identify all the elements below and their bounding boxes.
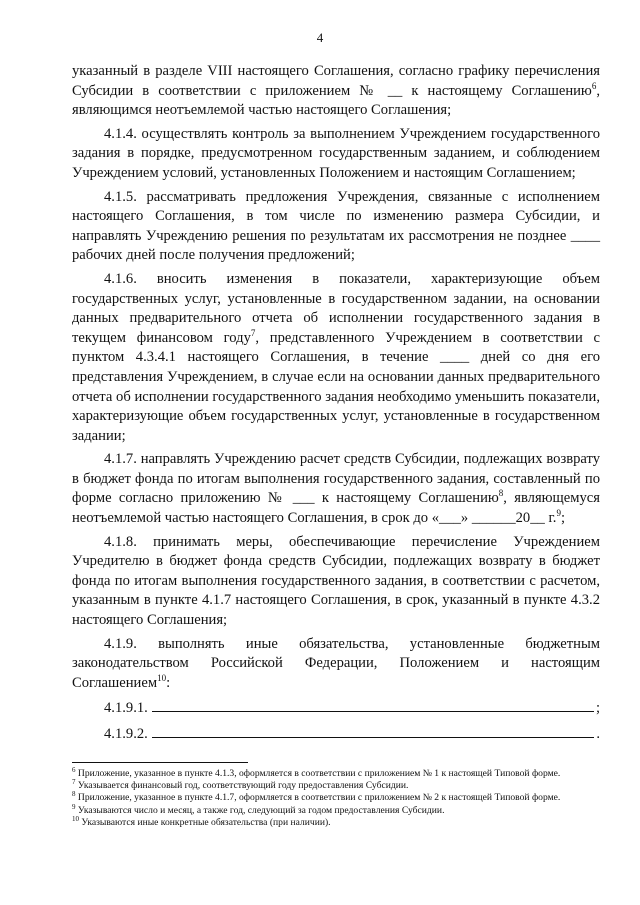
fill-in-number: 4.1.9.2. [104,726,148,742]
footnote-text: Указывается финансовый год, соответствующий году предоставления Субсидии. [75,780,409,792]
footnote-mark: 9 [72,802,76,811]
paragraph-text: 4.1.7. направлять Учреждению расчет средств Субсидии, подлежащих возврату в бюджет фонда по итогам выполнения государственного задания, составленный по форме согласно приложению № ___ к настоящему Соглашению [72,451,600,507]
footnote-8 [72,792,600,804]
footnote-ref: 7 [250,327,256,338]
footnote-mark: 10 [72,814,79,823]
footnote-9 [72,802,600,817]
paragraph-text: ; [560,510,566,527]
paragraph-text: , являющимся неотъемлемой частью настоящего Соглашения; [72,82,600,119]
page-number: 4 [316,30,324,45]
paragraph-text: : [166,674,171,691]
footnotes [72,765,600,829]
footnote-text: Приложение, указанное в пункте 4.1.7, оформляется в соответствии с приложением № 2 к настоящей Типовой форме. [75,792,561,804]
paragraph-text: указанный в разделе VIII настоящего Соглашения, согласно графику перечисления Субсидии в соответствии с приложением № __ к настоящему Соглашению [72,63,600,99]
footnote-mark: 8 [72,790,76,799]
paragraph-continuation [72,62,600,121]
footnote-10 [72,814,600,829]
fill-in-line-4-1-9-2 [72,723,600,745]
footnote-7 [72,780,600,792]
footnote-separator [72,762,248,763]
paragraph-text: 4.1.6. вносить изменения в показатели, характеризующие объем государственных услуг, установленные в государственном задании, на основании данных предварительного отчета об исполнении государственного задания в текущем финансовом году [72,270,600,346]
footnote-text: Указываются иные конкретные обязательства (при наличии). [79,816,331,828]
paragraph-4-1-5: 4.1.5. рассматривать предложения Учреждения, связанные с исполнением настоящего Соглашения, в том числе по изменению размера Субсидии, и направлять Учреждению решения по результатам их рассмотрения не позднее ____ рабочих дней после получения предложений; [72,188,600,264]
footnote-ref: 10 [157,672,167,683]
paragraph-4-1-4: 4.1.4. осуществлять контроль за выполнением Учреждением государственного задания в порядке, предусмотренном государственным заданием, и соблюдением Учреждением условий, установленных Положением и настоящим Соглашением; [72,125,600,181]
fill-in-terminator: . [596,726,600,742]
paragraph-4-1-6 [72,270,600,446]
blank-underline [152,697,594,712]
footnote-ref: 9 [556,508,561,519]
paragraph-text: , являющемуся неотъемлемой частью настоящего Соглашения, в срок до «___» ______20__ г. [72,490,600,527]
blank-underline [152,723,595,738]
footnote-6 [72,765,600,780]
paragraph-4-1-8: 4.1.8. принимать меры, обеспечивающие перечисление Учреждением Учредителю в бюджет фонда средств Субсидии, подлежащих возврату в бюджет фонда по итогам выполнения государственного задания, в соответствии с расчетом, указанным в пункте 4.1.7 настоящего Соглашения, в срок, указанный в пункте 4.3.2 настоящего Соглашения; [72,533,600,629]
footnote-ref: 6 [591,80,597,91]
paragraph-text: , представленного Учреждением в соответствии с пунктом 4.3.4.1 настоящего Соглашения, в течение ____ дней со дня его представления Учреждением, в случае если на основании данных предварительного отчета об исполнении государственного задания необходимо уменьшить показатели, характеризующие объем государственных услуг, установленные в государственном задании; [72,329,600,444]
paragraph-4-1-9 [72,635,600,694]
footnote-text: Приложение, указанное в пункте 4.1.3, оформляется в соответствии с приложением № 1 к настоящей Типовой форме. [75,768,561,779]
footnote-mark: 7 [72,778,76,787]
footnote-text: Указываются число и месяц, а также год, следующий за годом предоставления Субсидии. [75,804,445,816]
paragraph-text: 4.1.9. выполнять иные обязательства, установленные бюджетным законодательством Российской Федерации, Положением и настоящим Соглашением [72,635,600,691]
fill-in-terminator: ; [595,700,600,717]
footnote-mark: 6 [72,765,76,774]
fill-in-line-4-1-9-1 [72,697,600,719]
paragraph-4-1-7 [72,450,600,528]
document-body [72,62,600,745]
fill-in-number: 4.1.9.1. [104,700,148,717]
footnote-ref: 8 [498,488,504,499]
